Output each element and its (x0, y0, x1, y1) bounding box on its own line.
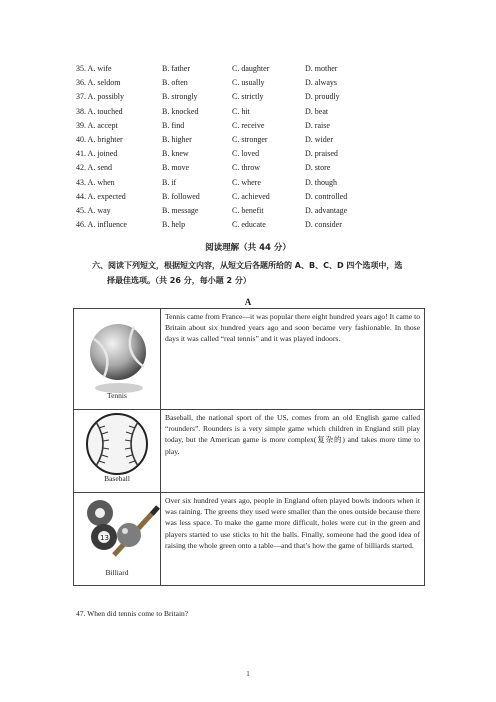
option-b: B. message (162, 206, 199, 215)
option-c: C. stronger (232, 135, 268, 144)
option-a: 45. A. way (76, 206, 111, 215)
option-a: 37. A. possibly (76, 92, 125, 102)
option-d: D. consider (305, 220, 342, 230)
page-number: 1 (246, 670, 250, 678)
billiard-image-cell (74, 493, 161, 586)
option-a: 38. A. touched (76, 106, 123, 116)
option-c: C. achieved (232, 191, 270, 201)
option-d: D. wider (305, 135, 333, 144)
option-d: D. praised (305, 149, 338, 159)
option-c: C. strictly (232, 92, 264, 102)
sports-table (73, 308, 425, 586)
option-d: D. advantage (305, 206, 348, 215)
option-c: C. daughter (232, 64, 270, 73)
option-c: C. benefit (232, 206, 264, 215)
option-a: 42. A. send (76, 163, 112, 173)
instruction-line-1: 六、阅读下列短文，根据短文内容，从短文后各题所给的 A、B、C、D 四个选项中，选 (92, 261, 403, 270)
option-d: D. beat (305, 106, 329, 116)
table-row (74, 410, 425, 493)
option-a: 40. A. brighter (76, 135, 123, 144)
option-c: C. usually (232, 78, 265, 88)
sport-caption: Baseball (104, 474, 130, 483)
sport-caption: Tennis (107, 391, 127, 400)
option-d: D. mother (305, 64, 338, 73)
option-c: C. hit (232, 106, 250, 116)
option-d: D. store (305, 163, 331, 173)
option-d: D. always (305, 78, 337, 88)
sport-caption: Billiard (105, 568, 129, 577)
option-b: B. higher (162, 135, 192, 144)
option-b: B. father (162, 64, 190, 73)
section-title: 阅读理解（共 44 分） (205, 243, 291, 253)
option-a: 35. A. wife (76, 64, 112, 73)
sport-description: Baseball, the national sport of the US, comes from an old English game called “rounders”. Rounders is a very simple game which children in England still play today, but the American game is more complex(复杂的) and takes more time to play. (161, 410, 425, 493)
option-b: B. knew (162, 149, 189, 159)
option-c: C. receive (232, 120, 265, 130)
option-a: 44. A. expected (76, 191, 126, 201)
option-a: 39. A. accept (76, 120, 118, 130)
option-a: 36. A. seldom (76, 78, 121, 88)
option-b: B. followed (162, 191, 200, 201)
tennis-image-cell (74, 309, 161, 410)
option-b: B. find (162, 120, 185, 130)
option-a: 41. A. joined (76, 149, 118, 159)
option-a: 46. A. influence (76, 220, 128, 230)
sport-description: Tennis came from France—it was popular there eight hundred years ago! It came to Britain about six hundred years ago and soon became very fashionable. In those days it was called “real tennis” and it was played indoors. (161, 309, 425, 410)
table-row (74, 493, 425, 586)
option-d: D. proudly (305, 92, 340, 102)
option-b: B. help (162, 220, 186, 230)
option-c: C. loved (232, 149, 260, 159)
option-c: C. throw (232, 163, 260, 173)
option-b: B. knocked (162, 106, 199, 116)
option-c: C. educate (232, 220, 266, 230)
option-a: 43. A. when (76, 177, 115, 187)
option-d: D. though (305, 177, 337, 187)
table-row (74, 309, 425, 410)
passage-label: A (244, 297, 252, 307)
option-b: B. strongly (162, 92, 198, 102)
sport-description: Over six hundred years ago, people in England often played bowls indoors when it was raining. The greens they used were smaller than the ones outside because there was less space. To make the game more difficult, holes were cut in the green and players started to use sticks to hit the balls. Finally, someone had the good idea of raising the whole green onto a table—and that’s how the game of billiards started. (161, 493, 425, 586)
billiard-balls-icon (74, 493, 160, 580)
option-d: D. controlled (305, 191, 348, 201)
baseball-image-cell (74, 410, 161, 493)
option-b: B. often (162, 78, 188, 88)
option-b: B. if (162, 177, 177, 187)
option-d: D. raise (305, 120, 330, 130)
instruction-line-2: 择最佳选项。（共 26 分，每小题 2 分） (107, 276, 251, 285)
tennis-ball-icon (74, 309, 160, 404)
option-c: C. where (232, 177, 261, 187)
question-47: 47. When did tennis come to Britain? (76, 609, 189, 618)
svg-text:13: 13 (100, 534, 109, 542)
option-b: B. move (162, 163, 190, 173)
